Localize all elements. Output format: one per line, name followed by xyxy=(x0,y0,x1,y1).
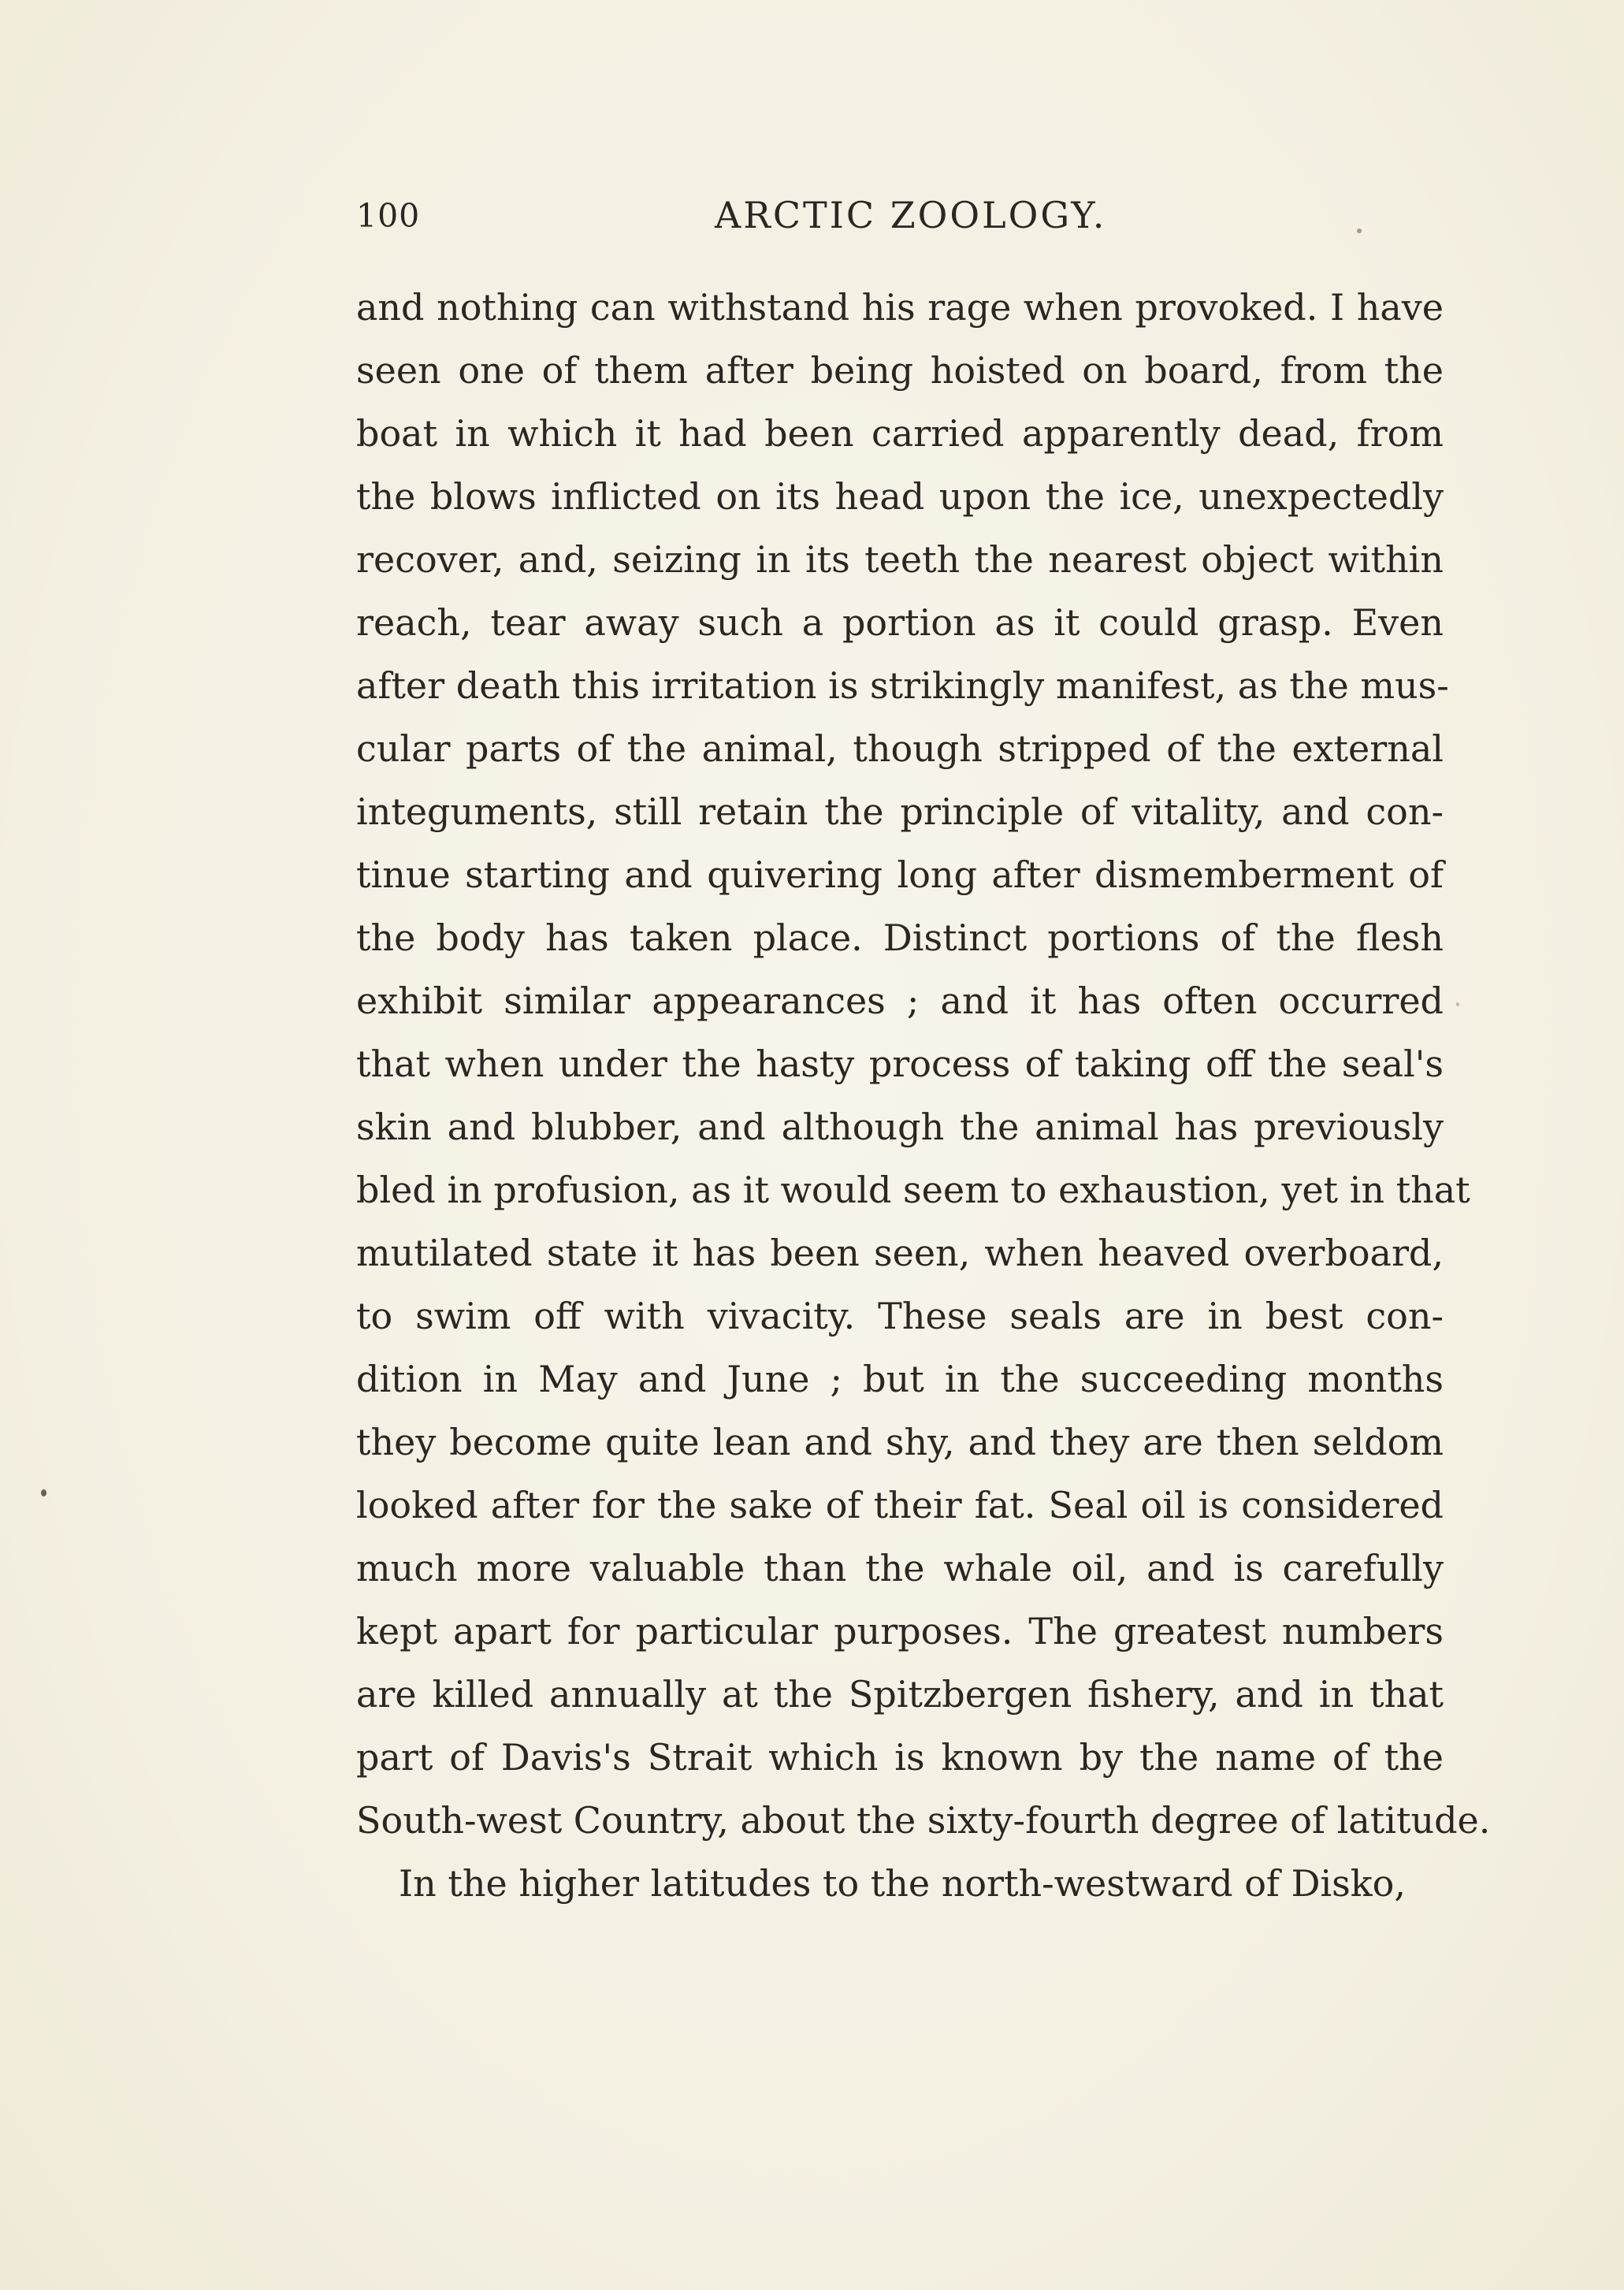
text-line: boat in which it had been carried apparently dead, from xyxy=(356,412,1444,455)
running-head xyxy=(356,188,1436,243)
text-line: to swim off with vivacity. These seals are in best con- xyxy=(356,1295,1444,1337)
paper-speck xyxy=(1357,229,1362,233)
page-number: 100 xyxy=(356,197,421,235)
text-line: exhibit similar appearances ; and it has often occurred xyxy=(356,980,1444,1022)
text-line: integuments, still retain the principle of vitality, and con- xyxy=(356,790,1444,833)
text-line: dition in May and June ; but in the succeeding months xyxy=(356,1358,1444,1400)
text-line: looked after for the sake of their fat. Seal oil is considered xyxy=(356,1484,1444,1526)
text-line: reach, tear away such a portion as it could grasp. Even xyxy=(356,601,1444,644)
text-line: bled in profusion, as it would seem to exhaustion, yet in that xyxy=(356,1169,1470,1211)
text-line: are killed annually at the Spitzbergen fishery, and in that xyxy=(356,1673,1444,1716)
text-line: mutilated state it has been seen, when heaved overboard, xyxy=(356,1232,1444,1274)
text-line: recover, and, seizing in its teeth the nearest object within xyxy=(356,538,1444,581)
text-line: kept apart for particular purposes. The greatest numbers xyxy=(356,1610,1444,1652)
paper-speck xyxy=(1456,1002,1459,1006)
text-line: skin and blubber, and although the animal has previously xyxy=(356,1106,1444,1148)
text-line: part of Davis's Strait which is known by the name of the xyxy=(356,1736,1444,1779)
body-text xyxy=(356,276,1491,1915)
text-line: much more valuable than the whale oil, and is carefully xyxy=(356,1547,1444,1589)
paper-speck xyxy=(41,1489,46,1496)
text-line: South-west Country, about the sixty-fourth degree of latitude. xyxy=(356,1799,1491,1842)
text-line: the body has taken place. Distinct portions of the flesh xyxy=(356,916,1444,959)
text-line: and nothing can withstand his rage when provoked. I have xyxy=(356,286,1444,329)
text-line: seen one of them after being hoisted on board, from the xyxy=(356,349,1444,392)
text-line: In the higher latitudes to the north-westward of Disko, xyxy=(399,1862,1406,1905)
text-line: after death this irritation is strikingly manifest, as the mus- xyxy=(356,664,1449,707)
running-title: ARCTIC ZOOLOGY. xyxy=(715,194,1107,236)
text-line: that when under the hasty process of taking off the seal's xyxy=(356,1043,1444,1085)
text-line: tinue starting and quivering long after dismemberment of xyxy=(356,853,1444,896)
text-line: cular parts of the animal, though stripped of the external xyxy=(356,727,1444,770)
text-line: they become quite lean and shy, and they are then seldom xyxy=(356,1421,1444,1463)
text-line: the blows inflicted on its head upon the ice, unexpectedly xyxy=(356,475,1444,518)
